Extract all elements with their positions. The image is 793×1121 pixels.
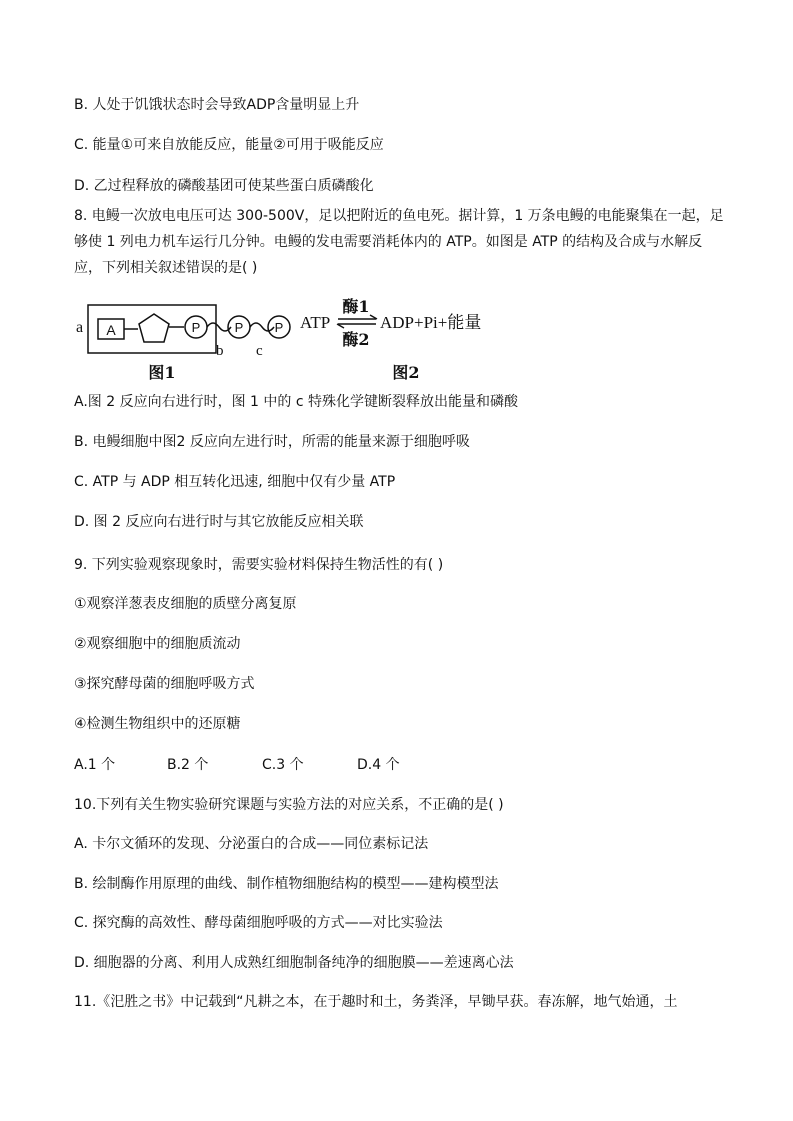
fig1-label-a: a (76, 319, 84, 336)
fig2-atp: ATP (300, 313, 331, 332)
q11-stem: 11.《汜胜之书》中记载到“凡耕之本，在于趣时和土，务粪泽，早锄早获。春冻解，地气始通，土 (74, 994, 678, 1010)
atp-figures (74, 290, 514, 385)
fig2-enzyme-1: 酶1 (342, 297, 370, 316)
fig1-caption: 图1 (148, 363, 176, 382)
q9-option-b: B.2 个 (167, 757, 209, 773)
figure-1-atp-structure (76, 305, 290, 382)
q9-stem: 9. 下列实验观察现象时，需要实验材料保持生物活性的有( ) (74, 557, 444, 573)
q8-stem: 8. 电鳗一次放电电压可达 300-500V，足以把附近的鱼电死。据计算，1 万条电鳗的电能聚集在一起，足够使 1 列电力机车运行几分钟。电鳗的发电需要消耗体内的 ATP。如图是 ATP 的结构及合成与水解反应，下列相关叙述错误的是( ) (74, 208, 724, 276)
q8-option-b: B. 电鳗细胞中图2 反应向左进行时，所需的能量来源于细胞呼吸 (74, 434, 470, 450)
q9-option-a: A.1 个 (74, 757, 116, 773)
q9-option-d: D.4 个 (357, 757, 400, 773)
q9-item-3: ③探究酵母菌的细胞呼吸方式 (74, 676, 255, 692)
q7-option-c: C. 能量①可来自放能反应，能量②可用于吸能反应 (74, 137, 384, 153)
q9-item-1: ①观察洋葱表皮细胞的质壁分离复原 (74, 596, 297, 612)
q8-option-d: D. 图 2 反应向右进行时与其它放能反应相关联 (74, 514, 364, 530)
fig1-label-p1: P (191, 320, 201, 335)
fig1-label-A: A (106, 322, 116, 338)
q10-option-a: A. 卡尔文循环的发现、分泌蛋白的合成——同位素标记法 (74, 836, 429, 852)
fig1-label-p2: P (234, 320, 244, 335)
fig1-label-c: c (256, 343, 263, 359)
fig1-bond-c (250, 323, 274, 331)
q9-item-4: ④检测生物组织中的还原糖 (74, 716, 241, 732)
fig1-ribose-pentagon (139, 314, 169, 342)
fig2-caption: 图2 (392, 363, 420, 382)
q10-option-c: C. 探究酶的高效性、酵母菌细胞呼吸的方式——对比实验法 (74, 915, 443, 931)
q8-option-c: C. ATP 与 ADP 相互转化迅速, 细胞中仅有少量 ATP (74, 474, 396, 490)
q10-option-d: D. 细胞器的分离、利用人成熟红细胞制备纯净的细胞膜——差速离心法 (74, 955, 514, 971)
q9-item-2: ②观察细胞中的细胞质流动 (74, 636, 241, 652)
q8-option-a: A.图 2 反应向右进行时，图 1 中的 c 特殊化学键断裂释放出能量和磷酸 (74, 394, 518, 410)
figure-2-atp-reaction (300, 297, 481, 382)
q7-option-b: B. 人处于饥饿状态时会导致ADP含量明显上升 (74, 97, 360, 113)
q7-option-d: D. 乙过程释放的磷酸基团可使某些蛋白质磷酸化 (74, 178, 374, 194)
fig1-label-p3: P (274, 320, 284, 335)
fig1-label-b: b (216, 343, 224, 359)
q9-option-c: C.3 个 (262, 757, 304, 773)
q10-stem: 10.下列有关生物实验研究课题与实验方法的对应关系，不正确的是( ) (74, 797, 504, 813)
q10-option-b: B. 绘制酶作用原理的曲线、制作植物细胞结构的模型——建构模型法 (74, 876, 499, 892)
fig2-enzyme-2: 酶2 (342, 330, 370, 349)
fig2-products: ADP+Pi+能量 (380, 313, 482, 332)
